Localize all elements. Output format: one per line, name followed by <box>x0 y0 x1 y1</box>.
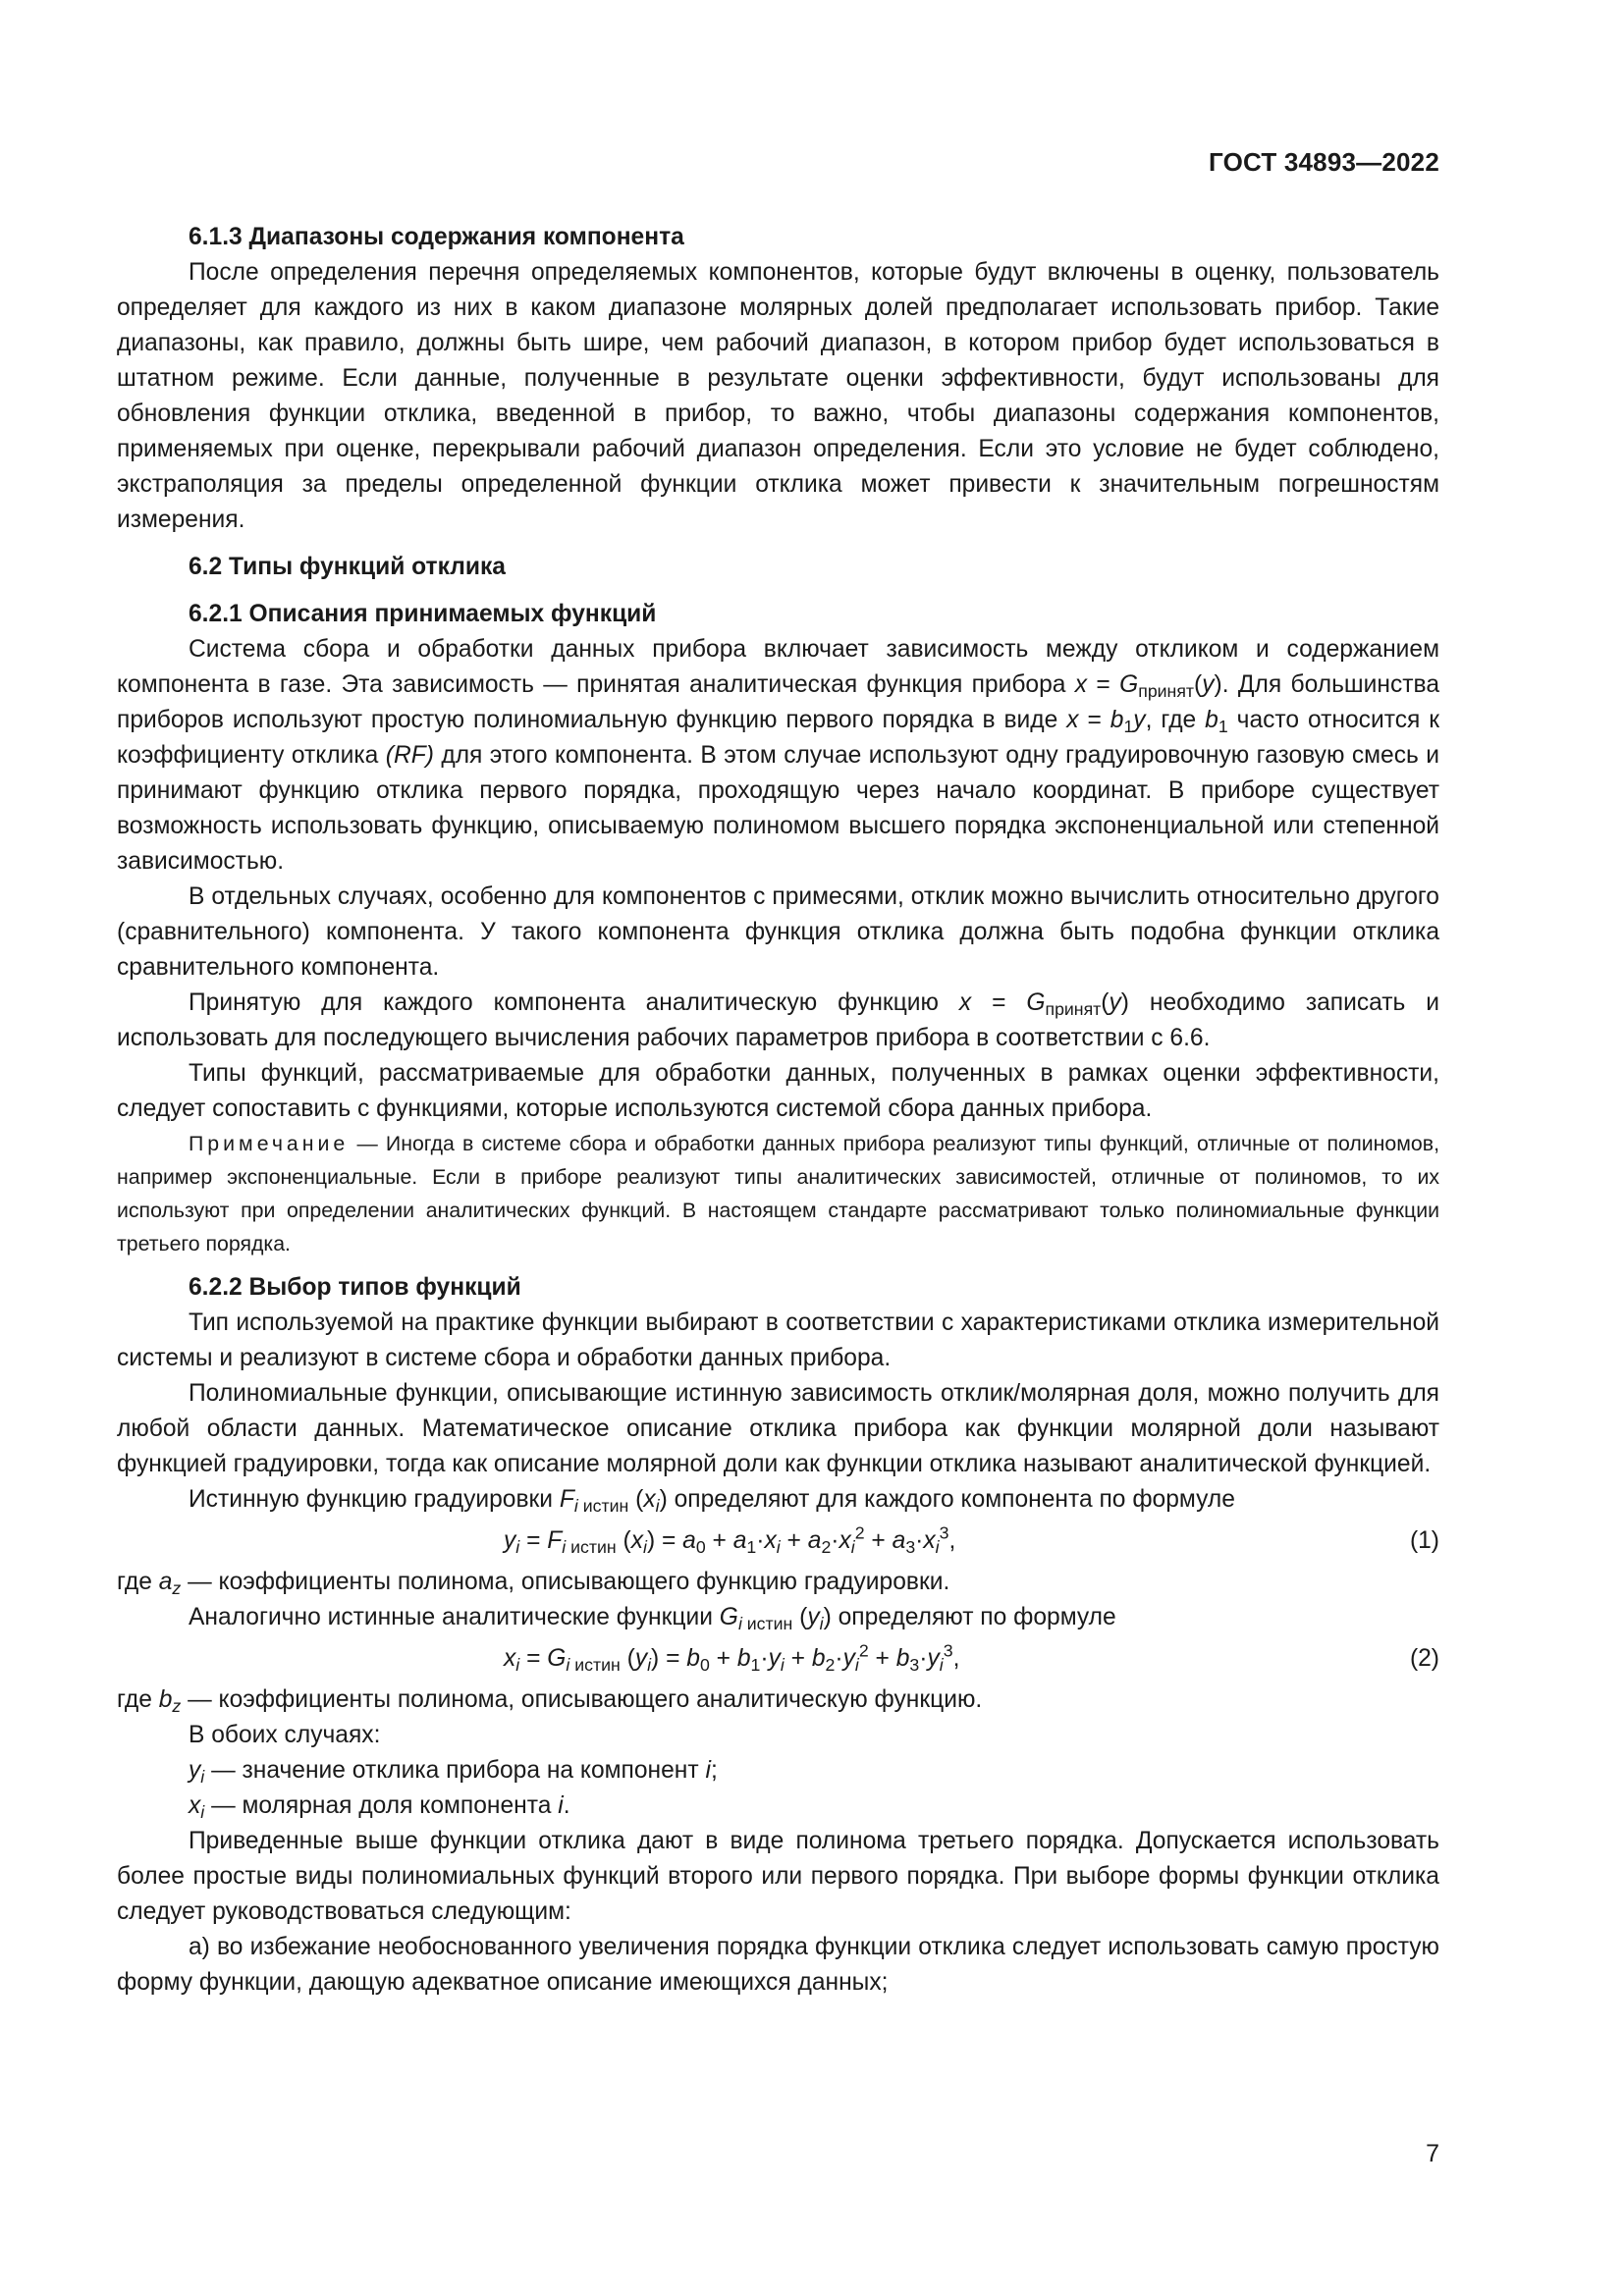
text-run: 6.2 Типы функций отклика <box>189 554 506 580</box>
formula <box>117 1635 1439 1682</box>
text-run: · <box>919 1645 928 1672</box>
text-run: . <box>563 1792 570 1819</box>
text-run: + <box>864 1527 893 1554</box>
text-run: x <box>630 1527 643 1554</box>
text-run: i <box>515 1654 520 1675</box>
text-run: y <box>1109 989 1121 1016</box>
section-heading <box>117 550 1439 585</box>
text-run: + <box>784 1645 812 1672</box>
text-run: G <box>1026 989 1046 1016</box>
page-number: 7 <box>1426 2140 1439 2167</box>
text-run: y <box>1133 707 1146 733</box>
text-run: 1 <box>1123 716 1134 736</box>
text-run: b <box>158 1686 173 1713</box>
text-run: i <box>935 1536 940 1557</box>
text-run: — молярная доля компонента <box>204 1792 559 1819</box>
text-run: + <box>868 1645 896 1672</box>
text-run: i <box>643 1536 647 1557</box>
text-run: 0 <box>699 1654 710 1675</box>
text-run: ) необходимо записать и использовать для последующего вычисления рабочих параметров прибора в соответствии с 6.6. <box>117 989 1439 1051</box>
text-run: y <box>807 1604 820 1630</box>
text-run: = <box>1087 671 1120 698</box>
text-run: 1 <box>746 1536 757 1557</box>
formula <box>117 1518 1439 1565</box>
text-run: ( <box>620 1645 635 1672</box>
formula-expression <box>504 1518 955 1565</box>
text-run: i <box>939 1654 944 1675</box>
text-run: G <box>547 1645 567 1672</box>
text-run: Тип используемой на практике функции выбирают в соответствии с характеристиками отклика измерительной системы и реализуют в системе сбора и обработки данных прибора. <box>117 1309 1439 1371</box>
text-run: b <box>736 1645 751 1672</box>
text-run: 1 <box>750 1654 761 1675</box>
text-run: i <box>562 1536 567 1557</box>
paragraph <box>117 1930 1439 2001</box>
text-run: , где <box>1145 707 1206 733</box>
text-run: x <box>958 989 972 1016</box>
text-run: i <box>573 1495 578 1516</box>
text-run: для этого компонента. В этом случае используют одну градуировочную газовую смесь и принимают функцию отклика первого порядка, проходящую через начало координат. В приборе существует возможность использовать функцию, описываемую полиномом высшего порядка экспоненциальной или степенной зависимостью. <box>117 742 1439 875</box>
section-heading <box>117 597 1439 632</box>
text-run: а) во избежание необоснованного увеличения порядка функции отклика следует использовать самую простую форму функции, дающую адекватное описание имеющихся данных; <box>117 1934 1439 1996</box>
text-run: 6.1.3 Диапазоны содержания компонента <box>189 224 684 250</box>
text-run: b <box>811 1645 826 1672</box>
text-run: i <box>850 1536 855 1557</box>
text-run: В отдельных случаях, особенно для компонентов с примесями, отклик можно вычислить относительно другого (сравнительного) компонента. У такого компонента функция отклика должна быть подобна функции отклика сравнительного компонента. <box>117 883 1439 981</box>
text-run: i <box>558 1792 564 1819</box>
text-run: i <box>705 1757 711 1784</box>
text-run: i <box>200 1766 205 1787</box>
text-run: 3 <box>905 1536 916 1557</box>
text-run: x <box>1066 707 1079 733</box>
text-run: G <box>719 1604 738 1630</box>
text-run: · <box>835 1645 843 1672</box>
text-run: После определения перечня определяемых компонентов, которые будут включены в оценку, пользователь определяет для каждого из них в каком диапазоне молярных долей предполагает использовать прибор. Такие диапазоны, как правило, должны быть шире, чем рабочий диапазон, в котором прибор будет использоваться в штатном режиме. Если данные, полученные в результате оценки эффективности, будут использованы для обновления функции отклика, введенной в прибор, то важно, чтобы диапазоны содержания компонентов, применяемых при оценке, перекрывали рабочий диапазон определения. Если это условие не будет соблюдено, экстраполяция за пределы определенной функции отклика может привести к значительным погрешностям измерения. <box>117 259 1439 533</box>
text-run: — коэффициенты полинома, описывающего аналитическую функцию. <box>181 1686 983 1713</box>
text-run: истин <box>577 1495 629 1516</box>
text-run: Приведенные выше функции отклика дают в виде полинома третьего порядка. Допускается использовать более простые виды полиномиальных функций второго или первого порядка. При выборе формы функции отклика следует руководствоваться следующим: <box>117 1828 1439 1925</box>
text-run: x <box>189 1792 201 1819</box>
text-run: z <box>172 1577 182 1598</box>
text-run: = <box>1078 707 1110 733</box>
paragraph <box>117 986 1439 1056</box>
formula-number: (1) <box>1409 1527 1439 1554</box>
text-run: истин <box>566 1536 617 1557</box>
text-run: y <box>768 1645 781 1672</box>
text-run: ( <box>628 1486 644 1513</box>
paragraph <box>117 255 1439 538</box>
text-run: ). Для большинства приборов используют простую полиномиальную функцию первого порядка в виде <box>117 671 1439 733</box>
text-run: 1 <box>1218 716 1228 736</box>
text-run: часто относится к коэффициенту отклика <box>117 707 1439 769</box>
paragraph <box>117 1056 1439 1127</box>
text-run: + <box>709 1645 737 1672</box>
text-run: i <box>200 1801 205 1822</box>
text-run: F <box>547 1527 563 1554</box>
text-run: y <box>842 1645 855 1672</box>
text-run: b <box>1205 707 1218 733</box>
text-run: F <box>559 1486 574 1513</box>
text-run: принят <box>1138 680 1195 701</box>
text-run: 3 <box>939 1522 949 1543</box>
paragraph <box>117 880 1439 986</box>
text-run: 2 <box>854 1522 865 1543</box>
text-run: ( <box>1101 989 1110 1016</box>
text-run: a <box>682 1527 696 1554</box>
paragraph <box>117 1718 1439 1753</box>
text-run: x <box>504 1645 516 1672</box>
text-run: 2 <box>858 1640 869 1661</box>
text-run: (RF) <box>385 742 434 769</box>
text-run: b <box>1110 707 1124 733</box>
text-run: ( <box>616 1527 631 1554</box>
text-run: x <box>923 1527 936 1554</box>
paragraph <box>117 1376 1439 1482</box>
text-run: b <box>895 1645 910 1672</box>
text-run: принят <box>1045 998 1102 1019</box>
text-run: i <box>566 1654 570 1675</box>
text-run: — Иногда в системе сбора и обработки данных прибора реализуют типы функций, отличные от полиномов, например экспоненциальные. Если в приборе реализуют типы аналитических зависимостей, отличные от полиномов, то их используют при определении аналитических функций. В настоящем стандарте рассматривают только полиномиальные функции третьего порядка. <box>117 1132 1439 1255</box>
paragraph <box>117 1600 1439 1635</box>
text-run: y <box>634 1645 648 1672</box>
text-run: ) = <box>651 1645 687 1672</box>
text-run: — коэффициенты полинома, описывающего функцию градуировки. <box>181 1569 950 1595</box>
text-run: i <box>819 1613 824 1633</box>
formula-number: (2) <box>1409 1645 1439 1672</box>
text-run: истин <box>569 1654 621 1675</box>
text-run: 2 <box>825 1654 836 1675</box>
text-run: a <box>892 1527 906 1554</box>
paragraph <box>117 1482 1439 1518</box>
paragraph <box>117 1789 1439 1824</box>
text-run: i <box>647 1654 652 1675</box>
paragraph <box>117 632 1439 880</box>
text-run: a <box>158 1569 173 1595</box>
text-run: Истинную функцию градуировки <box>189 1486 560 1513</box>
text-run: 2 <box>821 1536 832 1557</box>
text-run: G <box>1119 671 1139 698</box>
text-run: i <box>655 1495 660 1516</box>
text-run: a <box>807 1527 822 1554</box>
section-heading <box>117 1270 1439 1306</box>
text-run: 3 <box>943 1640 953 1661</box>
text-run: где <box>117 1569 159 1595</box>
text-run: 6.2.1 Описания принимаемых функций <box>189 601 657 627</box>
text-run: x <box>643 1486 656 1513</box>
text-run: · <box>760 1645 769 1672</box>
paragraph <box>117 1753 1439 1789</box>
text-run: i <box>515 1536 520 1557</box>
text-run: i <box>780 1654 785 1675</box>
text-run: Принятую для каждого компонента аналитическую функцию <box>189 989 959 1016</box>
formula-expression <box>504 1635 959 1682</box>
text-run: Аналогично истинные аналитические функции <box>189 1604 720 1630</box>
text-run: Примечание <box>189 1132 350 1155</box>
text-run: z <box>172 1695 182 1716</box>
text-run: a <box>732 1527 747 1554</box>
text-run: ; <box>710 1757 718 1784</box>
text-run: — значение отклика прибора на компонент <box>204 1757 706 1784</box>
text-run: ( <box>792 1604 808 1630</box>
text-run: 6.2.2 Выбор типов функций <box>189 1274 521 1301</box>
text-run: = <box>519 1527 548 1554</box>
text-run: y <box>1202 671 1215 698</box>
text-run: В обоих случаях: <box>189 1722 381 1748</box>
text-run: i <box>854 1654 859 1675</box>
text-run: y <box>927 1645 940 1672</box>
text-run: + <box>705 1527 733 1554</box>
text-run: i <box>737 1613 742 1633</box>
paragraph <box>117 1565 1439 1600</box>
text-run: , <box>948 1527 956 1554</box>
text-run: Полиномиальные функции, описывающие истинную зависимость отклик/молярная доля, можно получить для любой области данных. Математическое описание отклика прибора как функции молярной доли называют функцией градуировки, тогда как описание молярной доли как функции отклика называют аналитической функцией. <box>117 1380 1439 1477</box>
text-run: y <box>189 1757 201 1784</box>
text-run: b <box>686 1645 700 1672</box>
paragraph <box>117 1306 1439 1376</box>
text-run: , <box>952 1645 960 1672</box>
text-run: ( <box>1194 671 1203 698</box>
text-run: y <box>504 1527 516 1554</box>
text-run: ) = <box>646 1527 683 1554</box>
section-heading <box>117 220 1439 255</box>
text-run: · <box>915 1527 924 1554</box>
page-body <box>117 220 1439 2001</box>
text-run: = <box>519 1645 548 1672</box>
text-run: + <box>780 1527 808 1554</box>
text-run: 3 <box>909 1654 920 1675</box>
text-run: 0 <box>695 1536 706 1557</box>
text-run: x <box>764 1527 777 1554</box>
text-run: истин <box>741 1613 793 1633</box>
text-run: = <box>971 989 1027 1016</box>
text-run: где <box>117 1686 159 1713</box>
text-run: · <box>756 1527 765 1554</box>
text-run: Система сбора и обработки данных прибора включает зависимость между откликом и содержанием компонента в газе. Эта зависимость — принятая аналитическая функция прибора <box>117 636 1439 698</box>
note <box>117 1127 1439 1260</box>
text-run: i <box>776 1536 781 1557</box>
paragraph <box>117 1824 1439 1930</box>
text-run: · <box>831 1527 839 1554</box>
text-run: x <box>839 1527 851 1554</box>
paragraph <box>117 1682 1439 1718</box>
text-run: ) определяют по формуле <box>823 1604 1116 1630</box>
text-run: x <box>1074 671 1088 698</box>
standard-designation: ГОСТ 34893—2022 <box>1209 147 1439 177</box>
text-run: Типы функций, рассматриваемые для обработки данных, полученных в рамках оценки эффективности, следует сопоставить с функциями, которые используются системой сбора данных прибора. <box>117 1060 1439 1122</box>
text-run: ) определяют для каждого компонента по формуле <box>659 1486 1235 1513</box>
